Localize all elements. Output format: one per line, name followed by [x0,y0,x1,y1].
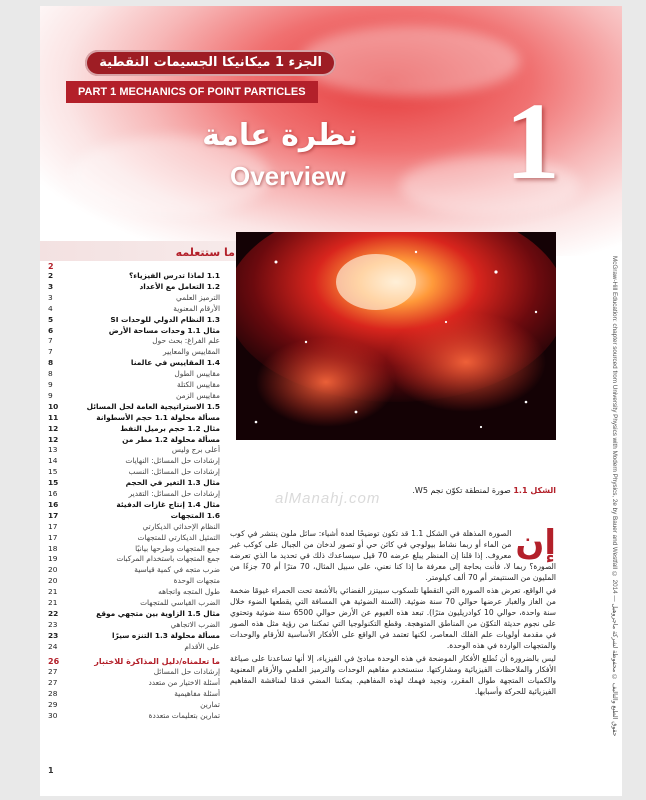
toc-entry-label: مقاييس الكتلة [176,380,220,389]
toc-line [48,533,220,542]
toc-page-number: 30 [48,711,58,720]
toc-entry-label: 1.2 التعامل مع الأعداد [139,281,220,291]
toc-page-number: 10 [48,401,59,411]
toc-entry-label: النظام الإحداثي الديكارتي [142,521,220,531]
toc-page-number: 28 [48,689,58,699]
toc-entry-label: مسألة محلولة 1.1 حجم الأسطوانة [96,412,220,422]
toc-line [48,413,220,422]
toc-entry-label: مثال 1.5 الزاوية بين متجهي موقع [96,608,220,618]
toc-line [48,380,220,389]
toc-line [48,711,220,720]
toc-line [48,304,220,313]
toc-entry-label: 1.6 المتجهات [170,510,220,520]
toc-line [48,456,220,465]
toc-entry-label: مثال 1.1 وحدات مساحة الأرض [108,325,220,335]
toc-line [48,554,220,563]
toc-line [48,511,220,520]
toc-page-number: 22 [48,608,59,618]
toc-page-number: 3 [48,281,54,291]
toc-entry-label: 1.4 المقاييس في عالمنا [130,358,220,368]
toc-page-number: 17 [48,521,58,531]
toc-page-number: 4 [48,303,53,313]
chapter-title-arabic: نظرة عامة [202,118,358,153]
toc-line [48,358,220,367]
toc-line [48,336,220,345]
paragraph-2: في الواقع، تعرض هذه الصورة التي التقطها تلسكوب سبيتزر الفضائي بالأشعة تحت الحمراء غيومًا ضخمة من الغاز والغبار عرضها حوالي 70 سنة ضوئية. (السنة الضوئية هي المسافة التي يقطعها الضوء خلال سنة واحدة، حوالي 10 كوادريليون مترًا). تبعد هذه الغيوم عن الأرض حوالي 6500 سنة ضوئية وتحتوي على نجوم حديثة التكوّن من المناطق المتوهجة. وقطع التكنولوجيا التي تمكننا من رؤية مثل هذه الصور في مقدمة أولويات علم الفلك المعاصر، لكنها تعتمد في الواقع على الأفكار الأساسية للأرقام والوحدات والمتجهات الواردة في هذه الوحدة. [230,586,556,650]
toc-line [48,489,220,498]
toc-entry-label: التمثيل الديكارتي للمتجهات [137,532,220,542]
toc-entry-label: أسئلة الاختيار من متعدد [148,678,220,688]
toc-line [48,445,220,454]
toc-page-number: 16 [48,489,58,498]
toc-page-number: 16 [48,499,59,509]
toc-entry-label: علم الفراغ: بحث حول [152,336,220,346]
toc-entry-label: مثال 1.4 إنتاج غازات الدفيئة [116,499,220,509]
toc-page-number: 21 [48,598,58,607]
toc-title-page: 2 [48,262,54,271]
star-formation-photo [236,232,556,440]
toc-page-number: 14 [48,456,58,466]
toc-page-number: 27 [48,678,58,688]
toc-page-number: 2 [48,271,54,280]
toc-line [48,424,220,433]
toc-entry-label: الأرقام المعنوية [173,303,220,313]
toc-page-number: 5 [48,314,54,324]
body-text [230,523,556,699]
toc-page-number: 9 [48,390,53,400]
toc-page-number: 15 [48,467,58,477]
toc-entry-label: ما تعلمناه/دليل المذاكرة للاختبار [94,656,220,666]
toc-entry-label: مسألة محلولة 1.2 مطر من [122,434,220,444]
toc-page-number: 17 [48,510,59,520]
toc-page-number: 27 [48,667,58,677]
page-number: 1 [48,766,54,775]
watermark: alManahj.com [275,490,381,507]
toc-page-number: 17 [48,532,58,542]
toc-line [48,402,220,411]
toc-line [48,315,220,324]
toc-line [48,347,220,356]
toc-line [48,657,220,666]
toc-page-number: 13 [48,445,58,455]
toc-entry-label: مسألة محلولة 1.3 التنزه سيرًا [111,630,220,640]
toc-line [48,435,220,444]
toc-entry-label: الترميز العلمي [176,292,220,302]
figure-label: الشكل 1.1 [513,486,556,495]
toc-entry-label: مثال 1.3 التغير في الحجم [125,478,220,488]
toc-entry-label: المقاييس والمعايير [163,347,220,357]
toc-line [48,642,220,651]
toc-page-number: 19 [48,554,58,564]
toc-entry-label: ضرب متجه في كمية قياسية [134,565,220,575]
part-title-arabic: الجزء 1 ميكانيكا الجسيمات النقطية [85,50,336,76]
toc-page-number: 3 [48,292,53,302]
toc-page-number: 6 [48,325,54,335]
toc-line [48,478,220,487]
toc-page-number: 24 [48,641,58,651]
toc-entry-label: مثال 1.2 حجم برميل النفط [120,423,220,433]
toc-page-number: 15 [48,478,59,488]
toc-entry-label: أسئلة مفاهيمية [174,689,220,699]
toc-entry-label: 1.5 الاستراتيجية العامة لحل المسائل [86,401,220,411]
toc-line [48,689,220,698]
toc-entry-label: متجهات الوحدة [173,576,220,586]
toc-line [48,522,220,531]
toc-line [48,700,220,709]
chapter-number: 1 [505,80,560,202]
toc-line [48,678,220,687]
toc-page-number: 20 [48,565,58,575]
toc-entry-label: إرشادات حل المسائل [153,667,220,677]
toc-entry-label: الضرب القياسي للمتجهات [140,598,220,607]
toc-entry-label: مقاييس الطول [174,369,220,379]
toc-line [48,609,220,618]
toc-line [48,391,220,400]
toc-line [48,587,220,596]
toc-line [48,282,220,291]
paragraph-3: ليس بالضرورة أن تُطلع الأفكار الموضحة في هذه الوحدة مبادئ في الفيزياء، إلا أنها تساعدنا على صياغة الأفكار والملاحظات الفيزيائية ومشاركتها. سنستخدم مفاهيم الوحدات والترميز العلمي والأرقام المعنوية والكميات المتجهة طوال المقرر، ونجيد فهمك لهذه المفاهيم. يمكننا المضي قدمًا لمناقشة المفاهيم الفيزيائية للحركة وأسبابها. [230,654,556,696]
part-title-english: PART 1 MECHANICS OF POINT PARTICLES [66,81,318,103]
toc-page-number: 18 [48,543,58,553]
toc-page-number: 23 [48,619,58,629]
toc-page-number: 21 [48,587,58,597]
toc-line [48,598,220,607]
toc-page-number: 29 [48,700,58,710]
paragraph-1: إن الصورة المذهلة في الشكل 1.1 قد تكون توضيحًا لعدة أشياء: سائل ملون ينتشر في كوب من الماء أو ربما نشاط بيولوجي في كائن حي أو تصور لدخان من الجبال على كوكب غير معروف. إذا قلنا إن المنظر يبلغ عرضه 70 قيل سيساعدك ذلك في تحديد ما الذي تعرضه الصورة؟ ربما لا، فأنت بحاجة إلى معرفة ما إذا كنا نعني، على سبيل المثال، 70 مترًا أم 70 جزءًا من المليون من السنتيمتر أم 70 ألف كيلومتر. [230,523,556,582]
toc-page-number: 7 [48,347,53,357]
toc-page-number: 26 [48,656,60,666]
toc-page-number: 8 [48,358,54,368]
toc-entry-label: تمارين بتعليمات متعددة [148,711,220,720]
toc-entry-label: تمارين [200,700,220,710]
toc-entry-label: إرشادات حل المسائل: التقدير [128,489,220,498]
toc-entry-label: على الأقدام [184,641,220,651]
toc-line [48,369,220,378]
toc-line [48,326,220,335]
toc-entry-label: أعلى برج وليس [171,445,220,455]
toc-line [48,500,220,509]
toc-entry-label: جمع المتجهات باستخدام المركبات [116,554,220,564]
toc-entry-label: إرشادات حل المسائل: النسب [128,467,220,477]
toc-line [48,544,220,553]
toc-page-number: 11 [48,412,59,422]
toc-line [48,565,220,574]
toc-line [48,576,220,585]
toc-line [48,271,220,280]
toc-line [48,631,220,640]
toc-line [48,293,220,302]
toc-entry-label: مقاييس الزمن [176,390,220,400]
chapter-title-english: Overview [230,161,346,191]
toc-entry-label: إرشادات حل المسائل: النهايات [125,456,220,466]
toc-page-number: 20 [48,576,58,586]
toc-page-number: 8 [48,369,53,379]
toc-line [48,667,220,676]
toc-page-number: 9 [48,380,53,389]
dropcap: إن [515,523,556,563]
toc-line [48,620,220,629]
side-credit: McGraw-Hill Education: chapter sourced from University Physics with Modern Physics, 2e by Bauer and Westfall © 2014 — حقوق الطبع والتأليف © محفوظة لشركة ماجروهيل [611,256,618,737]
toc-entry-label: طول المتجه واتجاهه [158,587,220,597]
toc-title: ما ستتعلمه [175,246,235,259]
toc-line [48,467,220,476]
toc-entry-label: الضرب الاتجاهي [170,619,220,629]
figure-caption-text: صورة لمنطقة تكوّن نجم W5. [412,486,511,495]
toc-page-number: 12 [48,434,59,444]
toc-entry-label: 1.1 لماذا تدرس الفيزياء؟ [129,271,220,280]
toc-entry-label: 1.3 النظام الدولي للوحدات SI [110,314,220,324]
toc-page-number: 12 [48,423,59,433]
textbook-page [40,6,622,796]
toc-page-number: 23 [48,630,59,640]
toc-entry-label: جمع المتجهات وطرحها بيانيًا [135,543,220,553]
toc-page-number: 7 [48,336,53,346]
